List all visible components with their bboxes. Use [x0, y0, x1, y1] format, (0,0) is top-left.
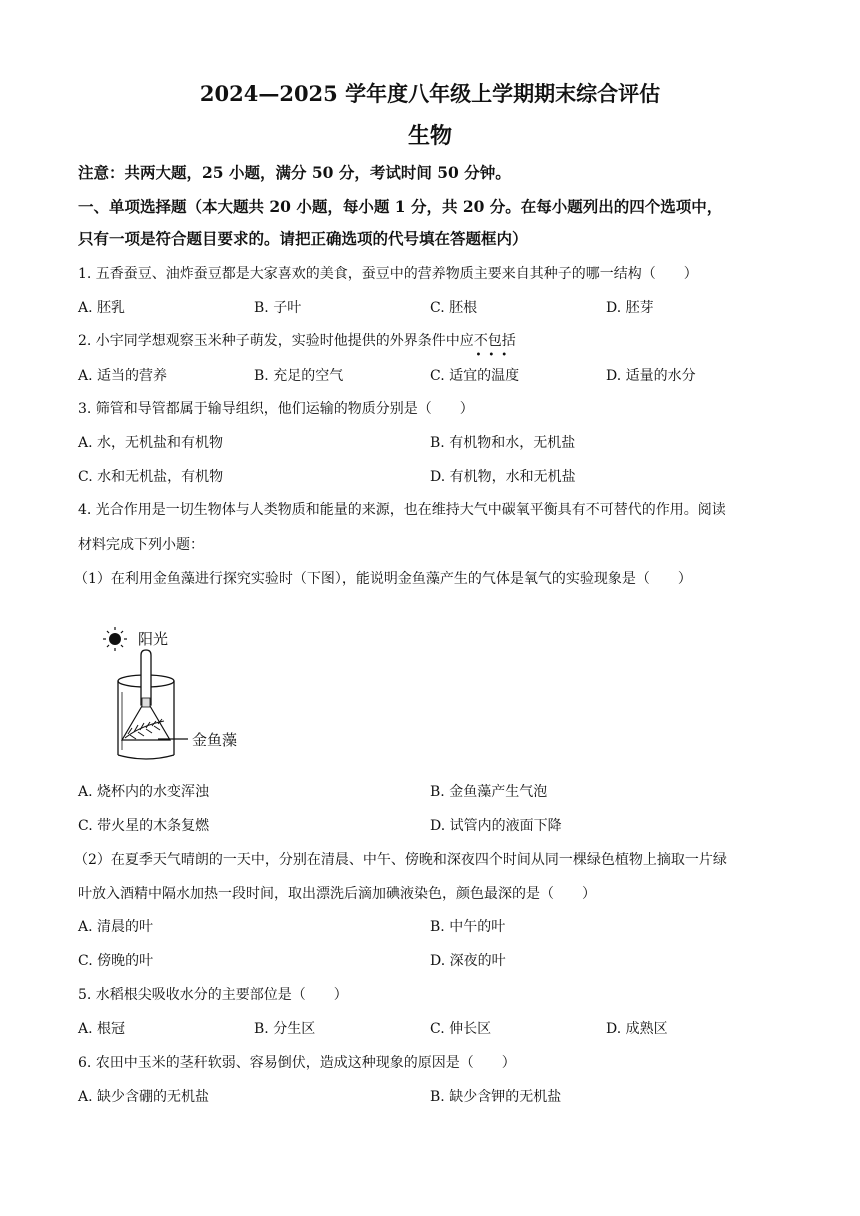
- test-tube-icon: [141, 650, 151, 707]
- q5-option-b: B. 分生区: [254, 1021, 316, 1037]
- sun-icon: [103, 627, 127, 651]
- q1-option-a: A. 胚乳: [78, 300, 126, 316]
- q1-option-b: B. 子叶: [254, 300, 302, 316]
- q3-stem: 3. 筛管和导管都属于输导组织，他们运输的物质分别是（ ）: [78, 401, 474, 417]
- q3-option-d: D. 有机物，水和无机盐: [430, 469, 576, 485]
- q1-option-c: C. 胚根: [430, 300, 478, 316]
- q4-1-option-d: D. 试管内的液面下降: [430, 818, 562, 834]
- sunlight-label: 阳光: [138, 630, 169, 648]
- q2-stem-text: 2. 小宇同学想观察玉米种子萌发，实验时他提供的外界条件中应: [78, 333, 474, 349]
- q4-2-option-b: B. 中午的叶: [430, 919, 506, 935]
- q5-stem: 5. 水稻根尖吸收水分的主要部位是（ ）: [78, 987, 348, 1003]
- q6-option-b: B. 缺少含钾的无机盐: [430, 1089, 562, 1105]
- q2-option-c: C. 适宜的温度: [430, 368, 520, 384]
- exam-title: 2024—2025 学年度八年级上学期期末综合评估: [199, 81, 661, 106]
- q3-option-b: B. 有机物和水，无机盐: [430, 435, 576, 451]
- q4-2-stem-line1: （2）在夏季天气晴朗的一天中，分别在清晨、中午、傍晚和深夜四个时间从同一棵绿色植物上摘取一片绿: [74, 852, 727, 868]
- q4-2-stem-line2: 叶放入酒精中隔水加热一段时间，取出漂洗后滴加碘液染色，颜色最深的是（ ）: [78, 886, 596, 902]
- q4-2-option-d: D. 深夜的叶: [430, 953, 506, 969]
- q6-stem: 6. 农田中玉米的茎秆软弱、容易倒伏，造成这种现象的原因是（ ）: [78, 1055, 516, 1071]
- q5-option-a: A. 根冠: [78, 1021, 126, 1037]
- q4-1-option-c: C. 带火星的木条复燃: [78, 818, 210, 834]
- section-heading-line2: 只有一项是符合题目要求的。请把正确选项的代号填在答题框内）: [78, 229, 528, 248]
- notice: 注意：共两大题，25 小题，满分 50 分，考试时间 50 分钟。: [78, 163, 511, 182]
- q2-stem: [78, 331, 798, 361]
- pondweed-icon: [125, 719, 164, 739]
- experiment-figure: [92, 622, 262, 767]
- q2-option-d: D. 适量的水分: [606, 368, 696, 384]
- section-heading-line1: 一、单项选择题（本大题共 20 小题，每小题 1 分，共 20 分。在每小题列出的四个选项中，: [78, 197, 723, 216]
- q4-stem-line2: 材料完成下列小题：: [78, 537, 204, 553]
- q2-emphasis-text: 不包括: [473, 333, 516, 349]
- q2-option-a: A. 适当的营养: [78, 368, 168, 384]
- q4-2-option-c: C. 傍晚的叶: [78, 953, 154, 969]
- q4-1-option-a: A. 烧杯内的水变浑浊: [78, 784, 210, 800]
- q6-option-a: A. 缺少含硼的无机盐: [78, 1089, 210, 1105]
- q5-option-c: C. 伸长区: [430, 1021, 492, 1037]
- q4-stem-line1: 4. 光合作用是一切生物体与人类物质和能量的来源，也在维持大气中碳氧平衡具有不可替代的作用。阅读: [78, 502, 726, 518]
- exam-subject: 生物: [407, 123, 452, 149]
- q3-option-c: C. 水和无机盐，有机物: [78, 469, 224, 485]
- q5-option-d: D. 成熟区: [606, 1021, 668, 1037]
- q4-2-option-a: A. 清晨的叶: [78, 919, 154, 935]
- q1-stem: 1. 五香蚕豆、油炸蚕豆都是大家喜欢的美食，蚕豆中的营养物质主要来自其种子的哪一结构（ ）: [78, 266, 698, 282]
- q2-emphasis: [473, 333, 516, 361]
- pondweed-label: 金鱼藻: [192, 731, 238, 749]
- q2-option-b: B. 充足的空气: [254, 368, 344, 384]
- q4-1-option-b: B. 金鱼藻产生气泡: [430, 784, 548, 800]
- q3-option-a: A. 水，无机盐和有机物: [78, 435, 224, 451]
- q1-option-d: D. 胚芽: [606, 300, 654, 316]
- emphasis-dots: •••: [475, 350, 515, 361]
- q4-1-stem: （1）在利用金鱼藻进行探究实验时（下图），能说明金鱼藻产生的气体是氧气的实验现象是（ ）: [74, 571, 692, 587]
